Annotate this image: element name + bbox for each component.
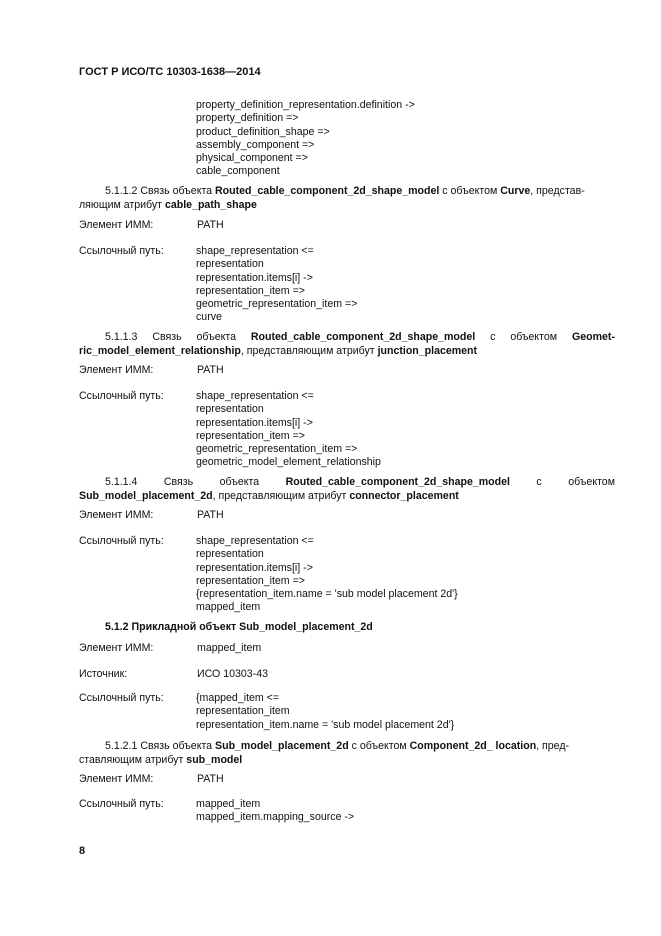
text: Связь: [163, 476, 194, 488]
aim-element-label: Элемент ИММ:: [79, 642, 154, 654]
path-line: curve: [196, 311, 222, 324]
text: ставляющим атрибут: [79, 754, 184, 766]
path-line: representation_item.name = 'sub model placement 2d'}: [196, 718, 455, 731]
path-line: representation.items[i] ->: [196, 271, 313, 284]
aim-element-label: Элемент ИММ:: [79, 773, 154, 785]
reference-path: [196, 798, 354, 825]
path-line: cable_component: [196, 165, 280, 178]
path-line: property_definition =>: [196, 112, 299, 125]
path-line: {mapped_item <=: [196, 692, 280, 704]
text: объекта: [196, 331, 236, 343]
path-line: physical_component =>: [196, 152, 308, 165]
text: с: [490, 331, 496, 343]
reference-path-continuation: [196, 99, 415, 179]
entity-name: ric_model_element_relationship: [79, 345, 241, 357]
source-label: Источник:: [79, 668, 128, 680]
attribute-name: junction_placement: [377, 345, 478, 357]
path-line: geometric_representation_item =>: [196, 443, 358, 456]
path-line: representation: [196, 548, 264, 561]
aim-element-label: Элемент ИММ:: [79, 219, 154, 231]
text: с объектом: [351, 740, 407, 752]
entity-name: Sub_model_placement_2d: [215, 740, 349, 752]
path-line: assembly_component =>: [196, 138, 315, 151]
reference-path: [196, 692, 454, 732]
path-line: geometric_model_element_relationship: [196, 456, 381, 469]
text: , представляющим атрибут: [240, 345, 375, 357]
path-line: property_definition_representation.definition ->: [196, 99, 415, 111]
reference-path-label: Ссылочный путь:: [79, 692, 164, 704]
path-line: {representation_item.name = 'sub model placement 2d'}: [196, 588, 458, 601]
reference-path: [196, 535, 458, 615]
source-value: ИСО 10303-43: [197, 668, 268, 680]
text: объекта: [219, 476, 260, 488]
text: , представляющим атрибут: [212, 490, 347, 502]
entity-name: Routed_cable_component_2d_shape_model: [215, 185, 440, 197]
path-line: representation.items[i] ->: [196, 561, 313, 574]
section-5-1-2-1-heading: [79, 739, 615, 767]
path-line: representation: [196, 258, 264, 271]
entity-name: Routed_cable_component_2d_shape_model: [285, 476, 510, 488]
text: объектом: [568, 476, 615, 488]
path-line: mapped_item.mapping_source ->: [196, 811, 355, 824]
reference-path-label: Ссылочный путь:: [79, 390, 164, 402]
attribute-name: connector_placement: [349, 490, 459, 502]
entity-name: Component_2d_ location: [409, 740, 537, 752]
text: с объектом: [442, 185, 498, 197]
text: , пред-: [536, 740, 570, 752]
path-line: representation_item =>: [196, 429, 305, 442]
attribute-name: cable_path_shape: [164, 199, 257, 211]
entity-name: Geomet-: [572, 331, 615, 343]
text: объектом: [510, 331, 558, 343]
aim-element-value: PATH: [197, 219, 224, 231]
text: Связь: [152, 331, 182, 343]
aim-element-value: mapped_item: [197, 642, 262, 654]
entity-name: Curve: [500, 185, 531, 197]
path-line: representation_item =>: [196, 284, 305, 297]
text: Связь объекта: [140, 185, 213, 197]
page-number: 8: [79, 845, 86, 857]
section-number: 5.1.1.3: [105, 331, 138, 343]
aim-element-label: Элемент ИММ:: [79, 509, 154, 521]
section-5-1-1-3-heading: [79, 330, 615, 358]
reference-path-label: Ссылочный путь:: [79, 245, 164, 257]
path-line: mapped_item: [196, 798, 261, 810]
section-5-1-1-4-heading: [79, 475, 615, 503]
aim-element-value: PATH: [197, 509, 224, 521]
path-line: shape_representation <=: [196, 390, 314, 402]
text: ляющим атрибут: [79, 199, 163, 211]
path-line: geometric_representation_item =>: [196, 298, 358, 311]
path-line: representation_item =>: [196, 574, 305, 587]
entity-name: Routed_cable_component_2d_shape_model: [250, 331, 476, 343]
path-line: representation_item: [196, 705, 290, 718]
aim-element-label: Элемент ИММ:: [79, 364, 154, 376]
path-line: shape_representation <=: [196, 535, 314, 547]
text: Связь объекта: [140, 740, 213, 752]
section-number: 5.1.1.2: [105, 185, 138, 197]
section-number: 5.1.1.4: [105, 476, 138, 488]
document-header: ГОСТ Р ИСО/ТС 10303-1638—2014: [79, 66, 261, 78]
path-line: mapped_item: [196, 601, 261, 614]
reference-path-label: Ссылочный путь:: [79, 798, 164, 810]
entity-name: Sub_model_placement_2d: [79, 490, 213, 502]
reference-path: [196, 390, 381, 470]
reference-path-label: Ссылочный путь:: [79, 535, 164, 547]
section-number: 5.1.2.1: [105, 740, 138, 752]
attribute-name: sub_model: [186, 754, 243, 766]
path-line: shape_representation <=: [196, 245, 314, 257]
reference-path: [196, 245, 357, 325]
text: , представ-: [530, 185, 585, 197]
text: с: [536, 476, 542, 488]
path-line: representation.items[i] ->: [196, 416, 313, 429]
section-5-1-1-2-heading: [79, 184, 615, 212]
aim-element-value: PATH: [197, 773, 224, 785]
section-5-1-2-heading: 5.1.2 Прикладной объект Sub_model_placement_2d: [105, 621, 373, 633]
path-line: product_definition_shape =>: [196, 125, 330, 138]
aim-element-value: PATH: [197, 364, 224, 376]
path-line: representation: [196, 403, 264, 416]
